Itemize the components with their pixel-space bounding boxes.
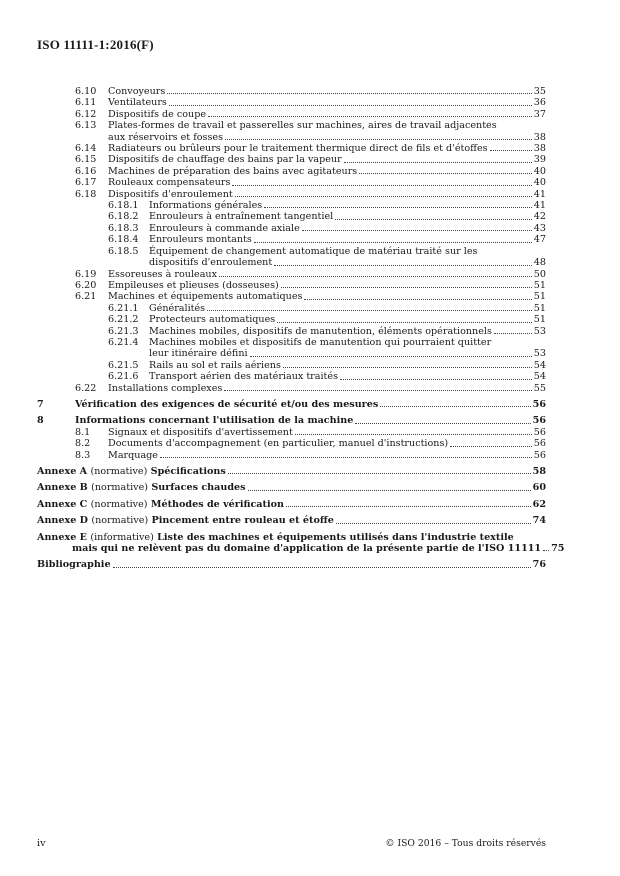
toc-page: 53 — [533, 325, 546, 337]
toc-page: 53 — [533, 348, 546, 360]
toc-title: Installations complexes — [108, 382, 223, 394]
toc-number: 6.19 — [75, 268, 97, 280]
footer-copyright: © ISO 2016 – Tous droits réservés — [385, 838, 546, 849]
toc-number: 8.3 — [75, 449, 91, 461]
annex-label: Annexe D — [37, 515, 88, 527]
toc-title: Convoyeurs — [108, 86, 166, 97]
toc-number: 6.22 — [75, 382, 97, 394]
footer-page-number: iv — [37, 838, 46, 849]
toc-page: 40 — [533, 165, 546, 177]
toc-page: 48 — [533, 257, 546, 269]
toc-page: 76 — [532, 559, 546, 571]
toc-number: 8 — [37, 415, 44, 427]
toc-title: Enrouleurs à entraînement tangentiel — [149, 211, 334, 223]
annex-type: (informative) — [90, 531, 154, 543]
toc-entry[interactable] — [37, 200, 546, 211]
toc-page: 35 — [533, 86, 546, 97]
table-of-contents — [37, 86, 565, 571]
toc-title: Liste des machines et équipements utilisés dans l'industrie textile — [157, 531, 514, 543]
toc-title: Vérification des exigences de sécurité et/ou des mesures — [75, 398, 379, 410]
toc-bibliography-entry[interactable] — [37, 559, 546, 570]
toc-number: 7 — [37, 398, 44, 410]
annex-label: Annexe E — [37, 531, 87, 543]
toc-entry[interactable] — [37, 438, 546, 449]
toc-number: 6.21.3 — [108, 325, 139, 337]
toc-entry[interactable] — [37, 415, 546, 426]
annex-label: Annexe A — [37, 466, 88, 477]
toc-entry[interactable] — [37, 314, 546, 325]
toc-page: 43 — [533, 222, 546, 234]
toc-page: 37 — [533, 108, 546, 120]
toc-entry[interactable] — [37, 399, 546, 410]
toc-entry[interactable] — [37, 246, 546, 269]
toc-number: 6.13 — [75, 120, 97, 132]
toc-page: 60 — [532, 482, 546, 494]
toc-title: Machines mobiles, dispositifs de manutention, éléments opérationnels — [149, 325, 492, 337]
toc-entry[interactable] — [37, 120, 546, 143]
toc-number: 6.15 — [75, 154, 97, 166]
toc-page: 75 — [551, 543, 565, 555]
toc-annex-entry[interactable] — [37, 531, 565, 555]
toc-annex-entry[interactable] — [37, 515, 546, 526]
toc-page: 40 — [533, 177, 546, 189]
toc-entry[interactable] — [37, 109, 546, 120]
toc-page: 56 — [533, 449, 546, 461]
toc-entry[interactable] — [37, 360, 546, 371]
toc-page: 39 — [533, 154, 546, 166]
toc-page: 54 — [533, 359, 546, 371]
toc-number: 6.14 — [75, 143, 97, 155]
toc-title: Plates-formes de travail et passerelles sur machines, aires de travail adjacentes — [108, 120, 497, 132]
toc-number: 8.1 — [75, 426, 91, 438]
toc-entry[interactable] — [37, 97, 546, 108]
toc-title: Marquage — [108, 449, 158, 461]
toc-number: 6.21.1 — [108, 302, 139, 314]
toc-title: Enrouleurs montants — [149, 234, 252, 246]
toc-number: 6.17 — [75, 177, 97, 189]
toc-number: 6.20 — [75, 279, 97, 291]
toc-title: Ventilateurs — [108, 97, 167, 109]
toc-title: Dispositifs de coupe — [108, 108, 207, 120]
toc-number: 6.21.6 — [108, 371, 139, 383]
toc-title: Enrouleurs à commande axiale — [149, 222, 300, 234]
toc-page: 51 — [533, 314, 546, 326]
toc-entry[interactable] — [37, 427, 546, 438]
toc-page: 51 — [533, 302, 546, 314]
document-header: ISO 11111-1:2016(F) — [37, 37, 154, 52]
toc-number: 6.21.5 — [108, 359, 139, 371]
toc-number: 6.11 — [75, 97, 97, 109]
toc-title: Rouleaux compensateurs — [108, 177, 231, 189]
toc-title: Spécifications — [150, 466, 226, 477]
toc-page: 47 — [533, 234, 546, 246]
toc-page: 74 — [532, 515, 546, 527]
toc-title: Transport aérien des matériaux traités — [149, 371, 339, 383]
toc-entry[interactable] — [37, 234, 546, 245]
toc-title: Essoreuses à rouleaux — [108, 268, 218, 280]
toc-title: Protecteurs automatiques — [149, 314, 276, 326]
toc-entry[interactable] — [37, 371, 546, 382]
annex-type: (normative) — [91, 515, 149, 527]
toc-page: 58 — [532, 466, 546, 477]
toc-title: Dispositifs de chauffage des bains par la vapeur — [108, 154, 342, 166]
annex-label: Annexe B — [37, 482, 88, 494]
toc-number: 6.21 — [75, 291, 97, 303]
toc-title: Équipement de changement automatique de matériau traité sur les — [149, 245, 478, 257]
toc-number: 6.18.3 — [108, 222, 139, 234]
toc-annex-entry[interactable] — [37, 482, 546, 493]
toc-title: Documents d'accompagnement (en particulier, manuel d'instructions) — [108, 438, 449, 450]
toc-title: Bibliographie — [37, 559, 111, 571]
toc-title: Machines de préparation des bains avec agitateurs — [108, 165, 358, 177]
toc-page: 62 — [532, 498, 546, 510]
toc-entry[interactable] — [37, 143, 546, 154]
toc-title-cont: leur itinéraire défini — [149, 348, 248, 360]
toc-page: 56 — [532, 398, 546, 410]
toc-page: 54 — [533, 371, 546, 383]
toc-title: Pincement entre rouleau et étoffe — [151, 515, 334, 527]
toc-page: 42 — [533, 211, 546, 223]
toc-entry[interactable] — [37, 383, 546, 394]
toc-page: 38 — [533, 131, 546, 143]
toc-entry[interactable] — [37, 326, 546, 337]
toc-number: 6.21.4 — [108, 336, 139, 348]
toc-page: 56 — [533, 438, 546, 450]
toc-entry[interactable] — [37, 269, 546, 280]
toc-title: Machines et équipements automatiques — [108, 291, 303, 303]
toc-entry[interactable] — [37, 223, 546, 234]
toc-title-cont: aux réservoirs et fosses — [108, 131, 223, 143]
toc-title: Méthodes de vérification — [150, 498, 284, 510]
toc-entry[interactable] — [37, 291, 546, 302]
toc-title-cont: mais qui ne relèvent pas du domaine d'application de la présente partie de l'ISO 11111 — [72, 543, 542, 555]
toc-title-cont: dispositifs d'enroulement — [149, 257, 273, 269]
toc-entry[interactable] — [37, 303, 546, 314]
toc-title: Empileuses et plieuses (dosseuses) — [108, 279, 279, 291]
toc-annex-entry[interactable] — [37, 499, 546, 510]
annex-type: (normative) — [90, 498, 148, 510]
toc-annex-entry[interactable] — [37, 466, 546, 477]
toc-number: 6.18.2 — [108, 211, 139, 223]
toc-page: 41 — [533, 200, 546, 212]
toc-number: 6.18.4 — [108, 234, 139, 246]
toc-entry[interactable] — [37, 211, 546, 222]
toc-entry[interactable] — [37, 166, 546, 177]
toc-page: 36 — [533, 97, 546, 109]
toc-title: Surfaces chaudes — [151, 482, 246, 494]
toc-entry[interactable] — [37, 154, 546, 165]
toc-title: Dispositifs d'enroulement — [108, 188, 233, 200]
toc-page: 41 — [533, 188, 546, 200]
toc-title: Généralités — [149, 302, 206, 314]
toc-page: 50 — [533, 268, 546, 280]
toc-title: Informations concernant l'utilisation de la machine — [75, 415, 354, 427]
toc-number: 6.16 — [75, 165, 97, 177]
toc-page: 38 — [533, 143, 546, 155]
toc-number: 6.12 — [75, 108, 97, 120]
toc-title: Radiateurs ou brûleurs pour le traitement thermique direct de fils et d'étoffes — [108, 143, 488, 155]
toc-number: 8.2 — [75, 438, 91, 450]
toc-number: 6.21.2 — [108, 314, 139, 326]
annex-type: (normative) — [90, 466, 148, 477]
toc-number: 6.10 — [75, 86, 97, 97]
toc-title: Informations générales — [149, 200, 263, 212]
toc-entry[interactable] — [37, 177, 546, 188]
toc-page: 56 — [532, 415, 546, 427]
toc-title: Signaux et dispositifs d'avertissement — [108, 426, 293, 438]
toc-entry[interactable] — [37, 337, 546, 360]
toc-title: Machines mobiles et dispositifs de manutention qui pourraient quitter — [149, 336, 492, 348]
toc-entry[interactable] — [37, 450, 546, 461]
toc-title: Rails au sol et rails aériens — [149, 359, 281, 371]
toc-page: 51 — [533, 291, 546, 303]
annex-label: Annexe C — [37, 498, 88, 510]
toc-number: 6.18.1 — [108, 200, 139, 212]
toc-entry[interactable] — [37, 189, 546, 200]
annex-type: (normative) — [91, 482, 148, 494]
toc-entry[interactable] — [37, 280, 546, 291]
toc-page: 56 — [533, 426, 546, 438]
toc-page: 55 — [533, 382, 546, 394]
toc-entry[interactable] — [37, 86, 546, 97]
toc-number: 6.18 — [75, 188, 97, 200]
toc-number: 6.18.5 — [108, 245, 139, 257]
toc-page: 51 — [533, 279, 546, 291]
